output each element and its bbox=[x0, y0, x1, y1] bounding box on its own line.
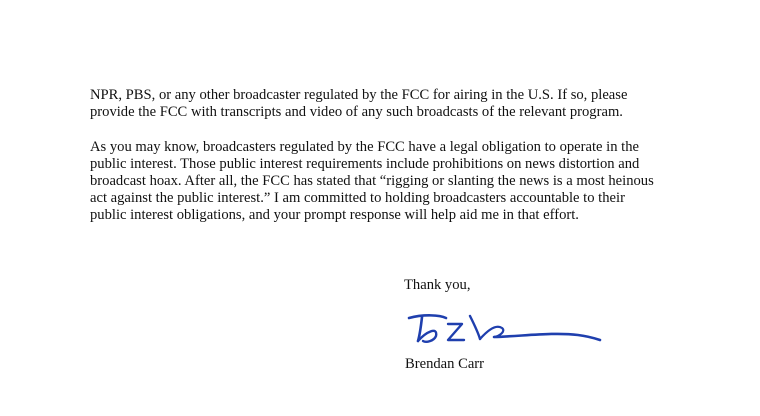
text-line: As you may know, broadcasters regulated by the FCC have a legal obligation to operate in the bbox=[90, 138, 640, 155]
text-line: public interest. Those public interest requirements include prohibitions on news distortion and bbox=[90, 155, 640, 172]
handwritten-signature bbox=[404, 310, 604, 352]
closing-text: Thank you, bbox=[404, 277, 471, 293]
signer-name: Brendan Carr bbox=[405, 356, 485, 372]
text-line: NPR, PBS, or any other broadcaster regulated by the FCC for airing in the U.S. If so, please bbox=[90, 87, 628, 103]
text-line: act against the public interest.” I am committed to holding broadcasters accountable to their bbox=[90, 190, 625, 207]
paragraph bbox=[90, 87, 730, 121]
text-line: broadcast hoax. After all, the FCC has stated that “rigging or slanting the news is a most heinous bbox=[90, 173, 654, 189]
letter-body bbox=[90, 87, 730, 225]
text-line: provide the FCC with transcripts and video of any such broadcasts of the relevant program. bbox=[90, 104, 623, 121]
text-line: public interest obligations, and your prompt response will help aid me in that effort. bbox=[90, 207, 579, 224]
paragraph bbox=[90, 139, 730, 225]
